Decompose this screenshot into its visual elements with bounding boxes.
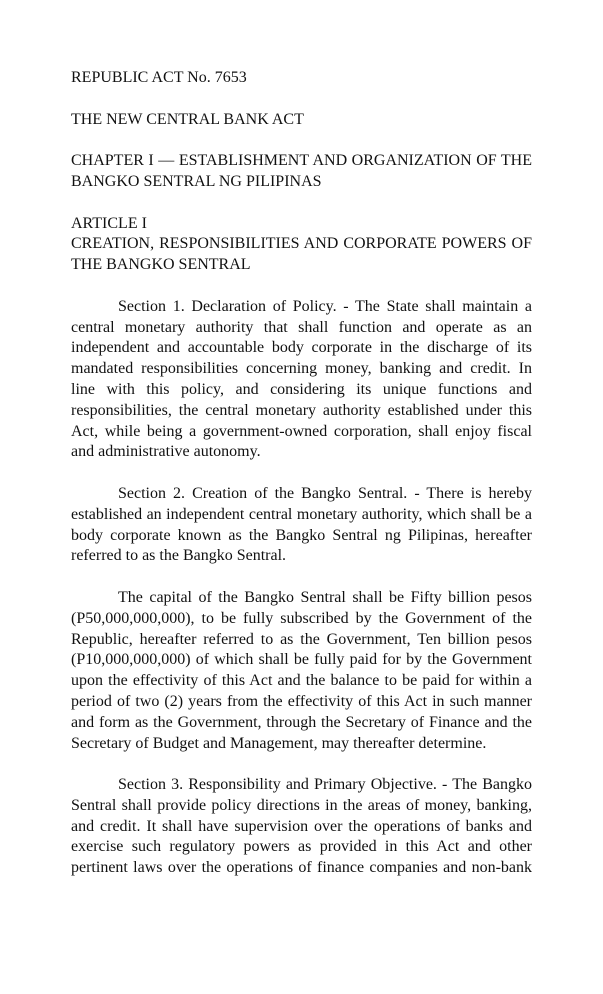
section-3-paragraph: Section 3. Responsibility and Primary Objective. - The Bangko Sentral shall provide policy directions in the areas of money, banking, and credit. It shall have supervision over the operations of banks and exercise such regulatory powers as provided in this Act and other pertinent laws over the operations of finance companies and non-bank <box>71 776 532 877</box>
act-title-text: THE NEW CENTRAL BANK ACT <box>71 110 304 128</box>
chapter-heading <box>71 151 532 193</box>
section-2-paragraph: Section 2. Creation of the Bangko Sentral. - There is hereby established an independent central monetary authority, which shall be a body corporate known as the Bangko Sentral ng Pilipinas, hereafter referred to as the Bangko Sentral. <box>71 484 532 565</box>
act-title <box>71 110 532 131</box>
document-page <box>71 68 532 900</box>
act-number-text: REPUBLIC ACT No. 7653 <box>71 69 247 86</box>
article-label: ARTICLE I <box>71 214 147 232</box>
act-number <box>71 68 532 89</box>
article-heading <box>71 214 532 276</box>
chapter-heading-line-2: BANGKO SENTRAL NG PILIPINAS <box>71 172 322 190</box>
section-1-paragraph: Section 1. Declaration of Policy. - The State shall maintain a central monetary authority that shall function and operate as an independent and accountable body corporate in the discharge of its mandated responsibilities concerning money, banking and credit. In line with this policy, and considering its unique functions and responsibilities, the central monetary authority established under this Act, while being a government-owned corporation, shall enjoy fiscal and administrative autonomy. <box>71 297 532 461</box>
article-title-line-1: CREATION, RESPONSIBILITIES AND CORPORATE POWERS OF <box>71 235 532 253</box>
capital-paragraph: The capital of the Bangko Sentral shall be Fifty billion pesos (P50,000,000,000), to be fully subscribed by the Government of the Republic, hereafter referred to as the Government, Ten billion pesos (P10,000,000,000) of which shall be fully paid for by the Government upon the effectivity of this Act and the balance to be paid for within a period of two (2) years from the effectivity of this Act in such manner and form as the Government, through the Secretary of Finance and the Secretary of Budget and Management, may thereafter determine. <box>71 588 532 752</box>
chapter-heading-line-1: CHAPTER I — ESTABLISHMENT AND ORGANIZATION OF THE <box>71 152 532 170</box>
article-title-line-2: THE BANGKO SENTRAL <box>71 256 251 274</box>
